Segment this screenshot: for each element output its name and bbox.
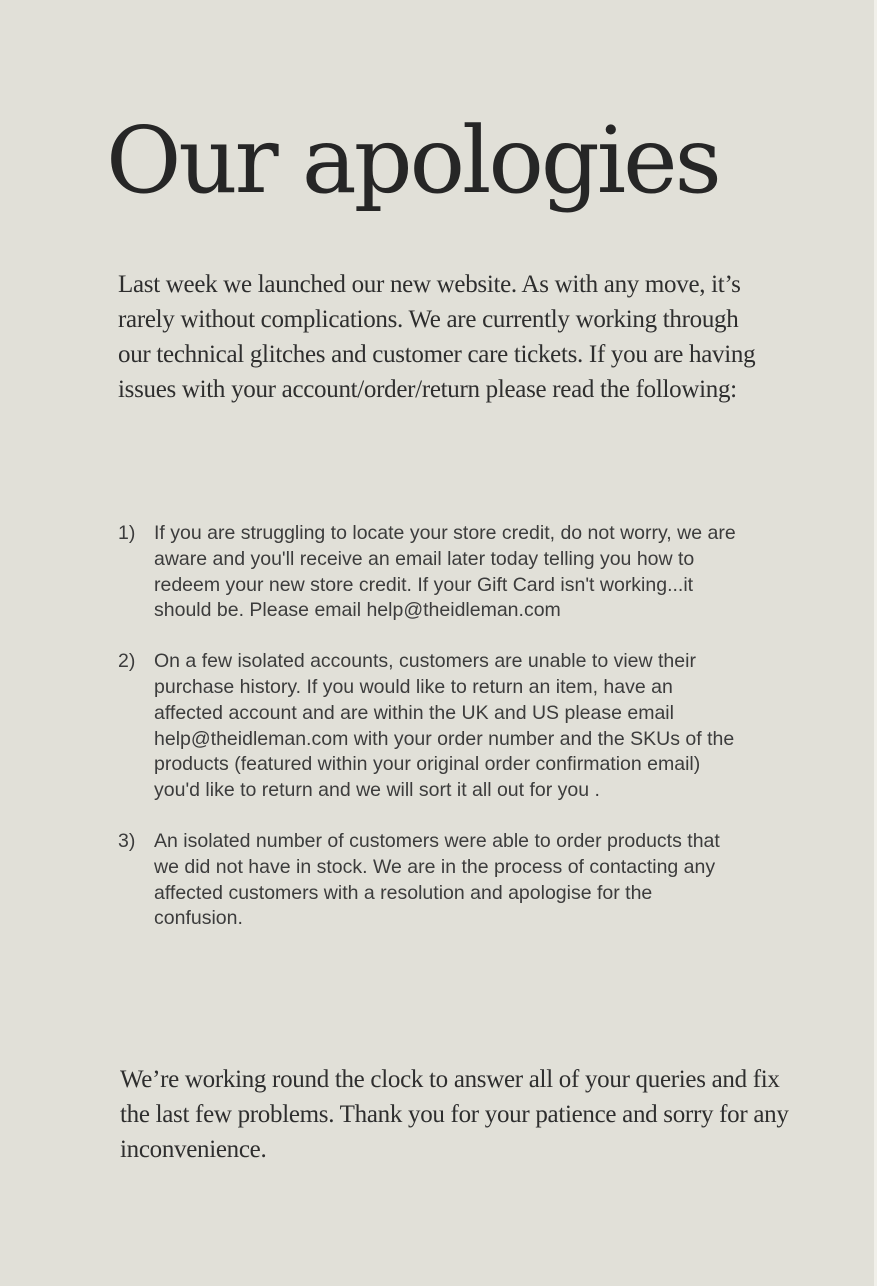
issue-item-3 xyxy=(118,829,738,932)
intro-paragraph: Last week we launched our new website. As with any move, it’s rarely without complications. We are currently working through our technical glitches and customer care tickets. If you are having issues with your account/order/return please read the following: xyxy=(118,271,756,403)
issue-text-2: On a few isolated accounts, customers are unable to view their purchase history. If you would like to return an item, have an affected account and are within the UK and US please email help@theidleman.com with your order number and the SKUs of the products (featured within your original order confirmation email) you'd like to return and we will sort it all out for you . xyxy=(154,650,735,802)
issue-item-2 xyxy=(118,649,738,804)
issue-number-1: 1) xyxy=(118,522,136,544)
issue-item-1 xyxy=(118,521,738,624)
issue-text-3: An isolated number of customers were able to order products that we did not have in stock. We are in the process of contacting any affected customers with a resolution and apologise for the confusion. xyxy=(154,829,720,930)
page-title: Our apologies xyxy=(106,107,719,214)
closing-paragraph: We’re working round the clock to answer all of your queries and fix the last few problems. Thank you for your patience and sorry for any inconvenience. xyxy=(120,1066,789,1163)
issue-text-1: If you are struggling to locate your store credit, do not worry, we are aware and you'll receive an email later today telling you how to redeem your new store credit. If your Gift Card isn't working...it should be. Please email help@theidleman.com xyxy=(154,522,736,622)
issue-number-3: 3) xyxy=(118,829,136,852)
issues-list xyxy=(118,521,738,957)
issue-number-2: 2) xyxy=(118,650,136,673)
